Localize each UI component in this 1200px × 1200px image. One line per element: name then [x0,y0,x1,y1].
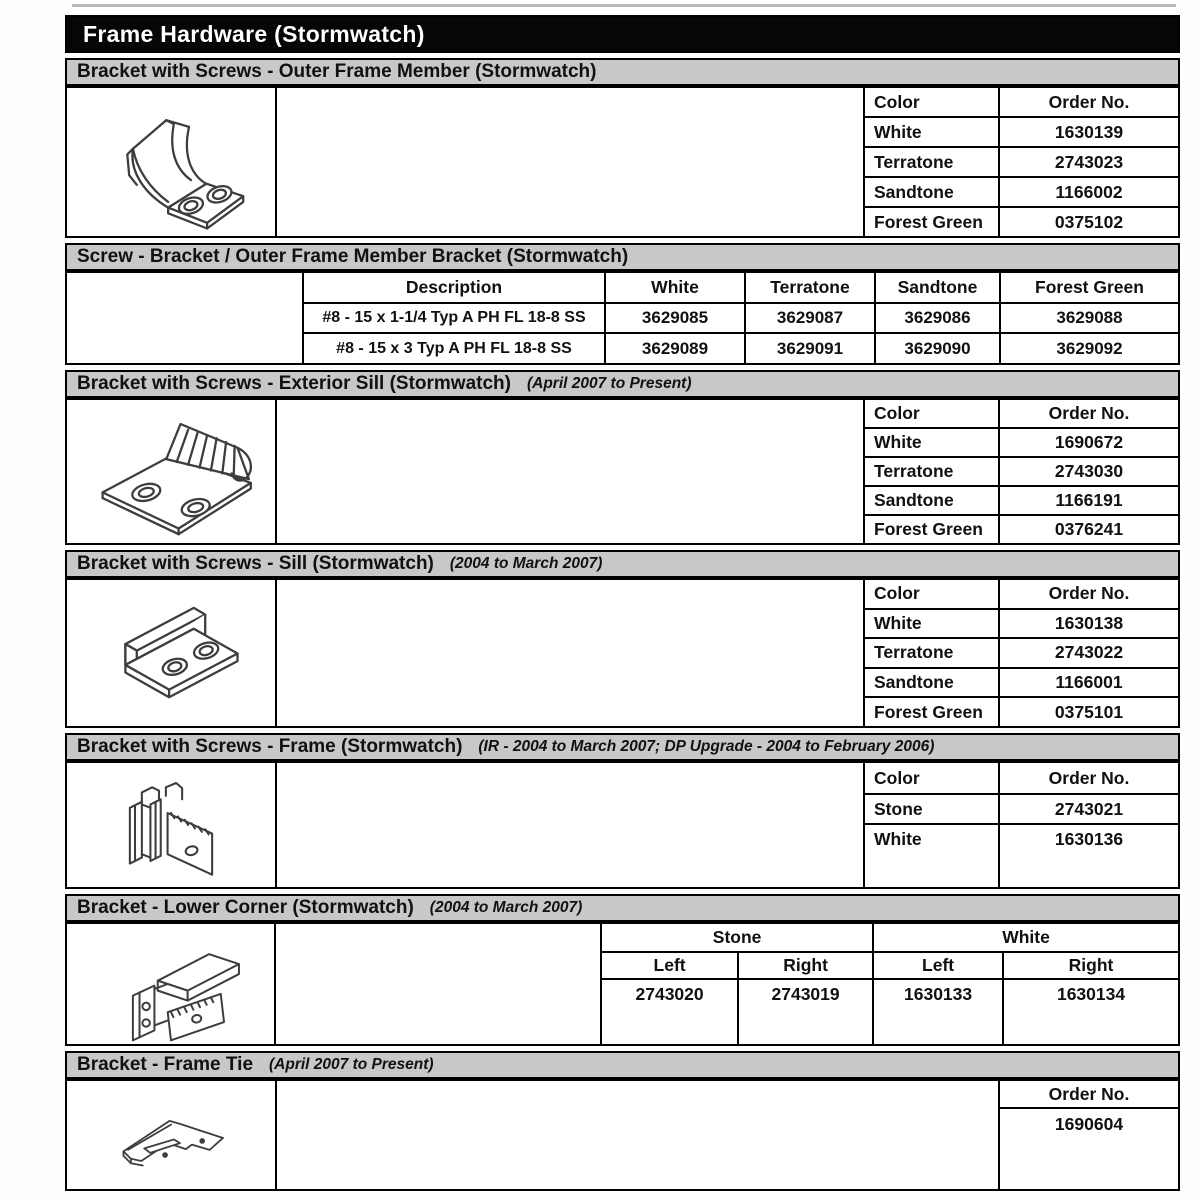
color-cell: White [874,432,922,452]
sill-table [65,578,1180,728]
stone-white-table [600,924,1178,1044]
bracket-finned-icon [76,404,266,539]
order-cell: 0375102 [998,208,1178,236]
order-cell: 2743021 [998,795,1178,823]
white-group-header: White [872,924,1178,951]
color-cell: Sandtone [874,672,954,693]
section-title: Bracket - Lower Corner (Stormwatch) [77,897,414,918]
order-cell: 2743022 [998,639,1178,667]
frame-tie-table [65,1079,1180,1191]
group-header-row [602,924,1178,951]
color-column-header: Color [874,91,920,112]
description-cell: #8 - 15 x 1-1/4 Typ A PH FL 18-8 SS [322,309,586,326]
exterior-sill-table [65,398,1180,545]
order-cell: 1690672 [998,429,1178,456]
table-header-row [304,273,1178,302]
section-title: Bracket with Screws - Outer Frame Member (Stormwatch) [77,61,597,82]
white-right-header: Right [1002,953,1178,978]
color-order-table [863,400,1178,543]
order-cell: 2743030 [998,458,1178,485]
white-column-header: White [604,273,744,302]
section-title: Bracket with Screws - Frame (Stormwatch) [77,736,463,757]
color-cell: White [874,829,922,849]
stone-left-header: Left [653,955,686,975]
order-cell: 1630138 [998,610,1178,638]
table-header-row [865,88,1178,116]
sub-header-row [602,951,1178,978]
order-cell: 1166002 [998,178,1178,206]
order-cell: 3629092 [999,334,1178,363]
table-row [865,514,1178,543]
table-row [865,206,1178,236]
section-title: Screw - Bracket / Outer Frame Member Bracket (Stormwatch) [77,246,629,267]
order-table [998,1081,1178,1189]
order-cell: 3629089 [604,334,744,363]
section-header-exterior-sill [65,370,1180,398]
description-column-header: Description [405,276,503,297]
order-column-header: Order No. [998,400,1178,427]
section-header-frame [65,733,1180,761]
table-header-row [865,400,1178,427]
bracket-angle-icon [76,586,266,721]
section-date-note: (April 2007 to Present) [526,375,692,392]
table-row [304,302,1178,333]
empty-cell [277,1081,998,1189]
color-column-header: Color [874,583,920,604]
bracket-corner-icon [76,926,266,1042]
table-row [865,637,1178,667]
section-header-lower-corner [65,894,1180,922]
color-order-table [863,763,1178,887]
color-order-table [863,580,1178,726]
order-cell: 1166191 [998,487,1178,514]
order-cell: 1166001 [998,669,1178,697]
table-row [865,485,1178,514]
lower-corner-bracket-drawing [67,924,276,1044]
exterior-sill-bracket-drawing [67,400,277,543]
stone-right-header: Right [737,953,872,978]
order-cell: 2743019 [737,980,872,1044]
color-cell: White [874,612,922,633]
terratone-column-header: Terratone [744,273,874,302]
bracket-curved-icon [76,93,266,231]
order-column-header: Order No. [998,763,1178,793]
bracket-channel-icon [76,765,266,885]
table-row [865,793,1178,823]
color-cell: Stone [874,798,923,819]
order-cell: 2743020 [635,984,704,1004]
section-header-outer-frame [65,58,1180,86]
description-cell: #8 - 15 x 3 Typ A PH FL 18-8 SS [336,339,572,357]
color-cell: Forest Green [874,701,983,722]
section-header-frame-tie [65,1051,1180,1079]
order-cell: 1690604 [1054,1114,1124,1134]
section-date-note: (2004 to March 2007) [449,555,603,572]
table-row [865,146,1178,176]
color-cell: Sandtone [874,181,954,202]
section-date-note: (2004 to March 2007) [429,899,583,916]
outer-frame-table [65,86,1180,238]
table-row [865,696,1178,726]
sill-bracket-drawing [67,580,277,726]
color-cell: Forest Green [874,211,983,232]
frame-table [65,761,1180,889]
color-cell: Sandtone [874,490,954,510]
screw-order-table [302,273,1178,363]
order-cell: 1630134 [1002,980,1178,1044]
section-title: Bracket - Frame Tie [77,1054,254,1075]
section-title: Bracket with Screws - Exterior Sill (Stormwatch) [77,373,511,394]
color-order-table [863,88,1178,236]
color-column-header: Color [874,767,920,788]
table-row [865,823,1178,887]
frame-bracket-drawing [67,763,277,887]
lower-corner-table [65,922,1180,1046]
order-cell: 1630139 [998,118,1178,146]
color-cell: Terratone [874,461,954,481]
order-cell: 2743023 [998,148,1178,176]
color-cell: Forest Green [874,519,983,539]
section-header-screw [65,243,1180,271]
order-cell: 3629086 [874,304,999,333]
order-cell: 3629090 [874,334,999,363]
forest-green-column-header: Forest Green [999,273,1178,302]
empty-cell [277,763,863,887]
order-cell: 3629087 [744,304,874,333]
table-row [865,456,1178,485]
empty-cell [277,88,863,236]
table-row [304,332,1178,363]
stone-group-header: Stone [712,927,762,947]
white-left-header: Left [872,953,1002,978]
section-header-sill [65,550,1180,578]
order-cell: 3629088 [999,304,1178,333]
order-cell: 3629085 [604,304,744,333]
bracket-clip-icon [76,1083,266,1187]
order-cell: 1630133 [872,980,1002,1044]
order-column-header: Order No. [998,88,1178,116]
order-column-header: Order No. [1000,1081,1178,1109]
order-cell: 0376241 [998,516,1178,543]
order-cell: 1630136 [998,825,1178,887]
table-row [865,176,1178,206]
frame-tie-bracket-drawing [67,1081,277,1189]
table-row [602,978,1178,1044]
page-title: Frame Hardware (Stormwatch) [65,15,1180,53]
table-row [865,427,1178,456]
section-date-note: (IR - 2004 to March 2007; DP Upgrade - 2004 to February 2006) [478,738,935,755]
section-date-note: (April 2007 to Present) [269,1056,434,1073]
empty-cell [67,273,302,363]
empty-cell [277,580,863,726]
outer-frame-bracket-drawing [67,88,277,236]
empty-cell [276,924,600,1044]
table-header-row [865,580,1178,608]
empty-cell [277,400,863,543]
table-row [865,116,1178,146]
color-cell: Terratone [874,642,954,663]
catalog-content [65,15,1180,1191]
table-header-row [865,763,1178,793]
order-cell: 0375101 [998,698,1178,726]
page-top-rule [72,4,1176,7]
color-column-header: Color [874,403,920,423]
color-cell: White [874,121,922,142]
order-column-header: Order No. [998,580,1178,608]
order-cell: 3629091 [744,334,874,363]
table-row [865,608,1178,638]
table-row [865,667,1178,697]
sandtone-column-header: Sandtone [874,273,999,302]
color-cell: Terratone [874,151,954,172]
screw-table [65,271,1180,365]
section-title: Bracket with Screws - Sill (Stormwatch) [77,553,434,574]
